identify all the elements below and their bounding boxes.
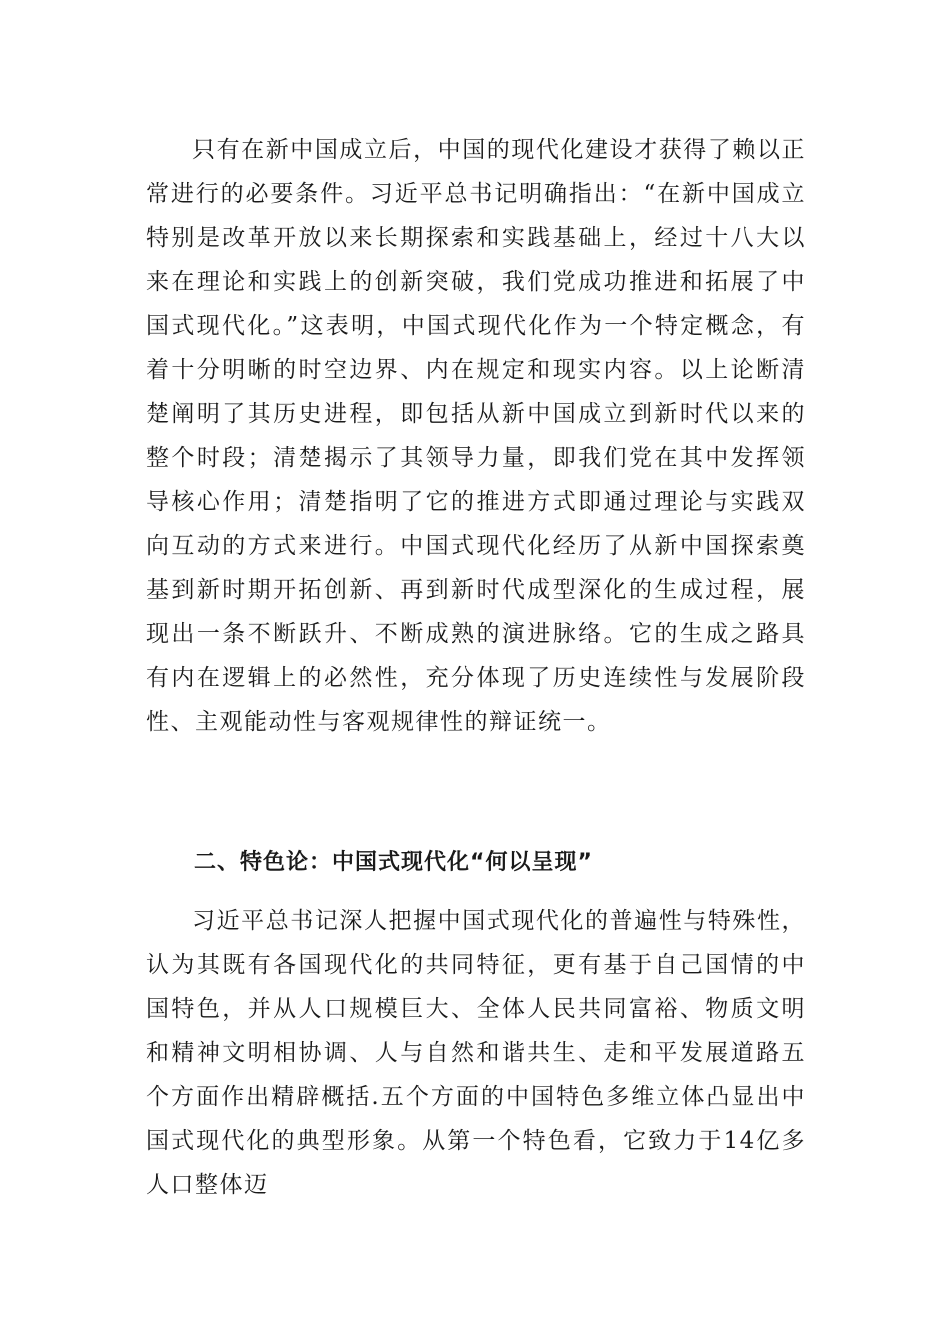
body-paragraph-modernization-origin: 只有在新中国成立后，中国的现代化建设才获得了赖以正常进行的必要条件。习近平总书记明确指出：“在新中国成立特别是改革开放以来长期探索和实践基础上，经过十八大以来在理论和实践上的创新突破，我们党成功推进和拓展了中国式现代化。”这表明，中国式现代化作为一个特定概念，有着十分明晰的时空边界、内在规定和现实内容。以上论断清楚阐明了其历史进程，即包括从新中国成立到新时代以来的整个时段；清楚揭示了其领导力量，即我们党在其中发挥领导核心作用；清楚指明了它的推进方式即通过理论与实践双向互动的方式来进行。中国式现代化经历了从新中国探索奠基到新时期开拓创新、再到新时代成型深化的生成过程，展现出一条不断跃升、不断成熟的演进脉络。它的生成之路具有内在逻辑上的必然性，充分体现了历史连续性与发展阶段性、主观能动性与客观规律性的辩证统一。: [146, 137, 806, 735]
section-heading: 二、特色论：中国式现代化“何以呈现”: [194, 850, 593, 875]
body-paragraph-characteristics: 习近平总书记深人把握中国式现代化的普遍性与特殊性，认为其既有各国现代化的共同特征，更有基于自己国情的中国特色，并从人口规模巨大、全体人民共同富裕、物质文明和精神文明相协调、人与自然和谐共生、走和平发展道路五个方面作出精辟概括.五个方面的中国特色多维立体凸显出中国式现代化的典型形象。从第一个特色看，它致力于14亿多人口整体迈: [146, 908, 806, 1198]
